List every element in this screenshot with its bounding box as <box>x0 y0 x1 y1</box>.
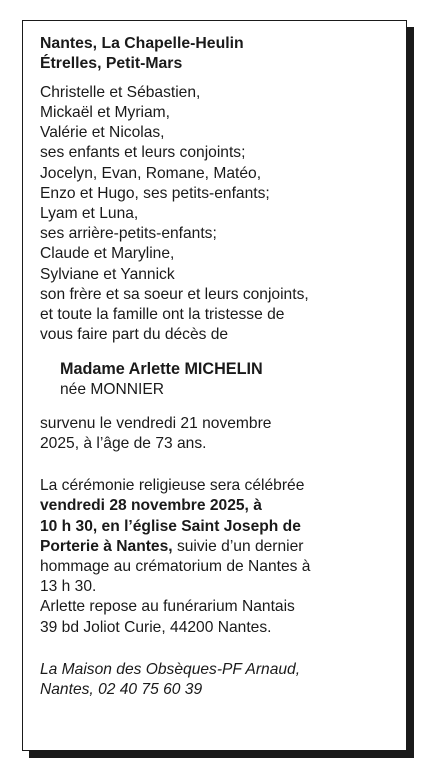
family-line: Sylviane et Yannick <box>40 265 175 283</box>
family-line: Valérie et Nicolas, <box>40 124 165 142</box>
ceremony-line-4-rest: suivie d’un dernier <box>172 537 304 555</box>
ceremony-details <box>40 476 380 638</box>
ceremony-line-1: La cérémonie religieuse sera célébrée <box>40 477 305 495</box>
obituary-content <box>40 34 380 700</box>
family-line: ses arrière-petits-enfants; <box>40 225 217 243</box>
death-line-2: 2025, à l’âge de 73 ans. <box>40 435 207 453</box>
family-line: Claude et Maryline, <box>40 245 175 263</box>
ceremony-line-5: hommage au crématorium de Nantes à <box>40 558 311 576</box>
family-line: vous faire part du décès de <box>40 326 229 344</box>
ceremony-date: vendredi 28 novembre 2025, à <box>40 497 262 515</box>
family-line: Jocelyn, Evan, Romane, Matéo, <box>40 164 262 182</box>
ceremony-place-end: Porterie à Nantes, <box>40 537 173 555</box>
ceremony-line-8: 39 bd Joliot Curie, 44200 Nantes. <box>40 618 272 636</box>
ceremony-time-place: 10 h 30, en l’église Saint Joseph de <box>40 517 301 535</box>
family-line: Enzo et Hugo, ses petits-enfants; <box>40 184 270 202</box>
locations-line-2: Étrelles, Petit-Mars <box>40 55 183 73</box>
family-line: Christelle et Sébastien, <box>40 83 201 101</box>
locations-line-1: Nantes, La Chapelle-Heulin <box>40 35 244 52</box>
ceremony-line-4 <box>40 537 380 557</box>
family-line: ses enfants et leurs conjoints; <box>40 144 246 162</box>
locations-header <box>40 34 380 75</box>
family-line: son frère et sa soeur et leurs conjoints, <box>40 285 309 303</box>
funeral-home-line-2: Nantes, 02 40 75 60 39 <box>40 681 203 699</box>
family-line: Lyam et Luna, <box>40 205 139 223</box>
deceased-maiden-name: née MONNIER <box>60 380 164 398</box>
ceremony-line-7: Arlette repose au funérarium Nantais <box>40 598 295 616</box>
ceremony-line-6: 13 h 30. <box>40 578 97 596</box>
deceased-name: Madame Arlette MICHELIN <box>60 360 263 379</box>
death-line-1: survenu le vendredi 21 novembre <box>40 414 272 432</box>
death-notice <box>40 414 380 454</box>
deceased-block <box>40 359 380 399</box>
family-line: et toute la famille ont la tristesse de <box>40 306 285 324</box>
funeral-home <box>40 660 380 700</box>
family-line: Mickaël et Myriam, <box>40 104 170 122</box>
family-list <box>40 83 380 346</box>
funeral-home-line-1: La Maison des Obsèques-PF Arnaud, <box>40 660 301 678</box>
